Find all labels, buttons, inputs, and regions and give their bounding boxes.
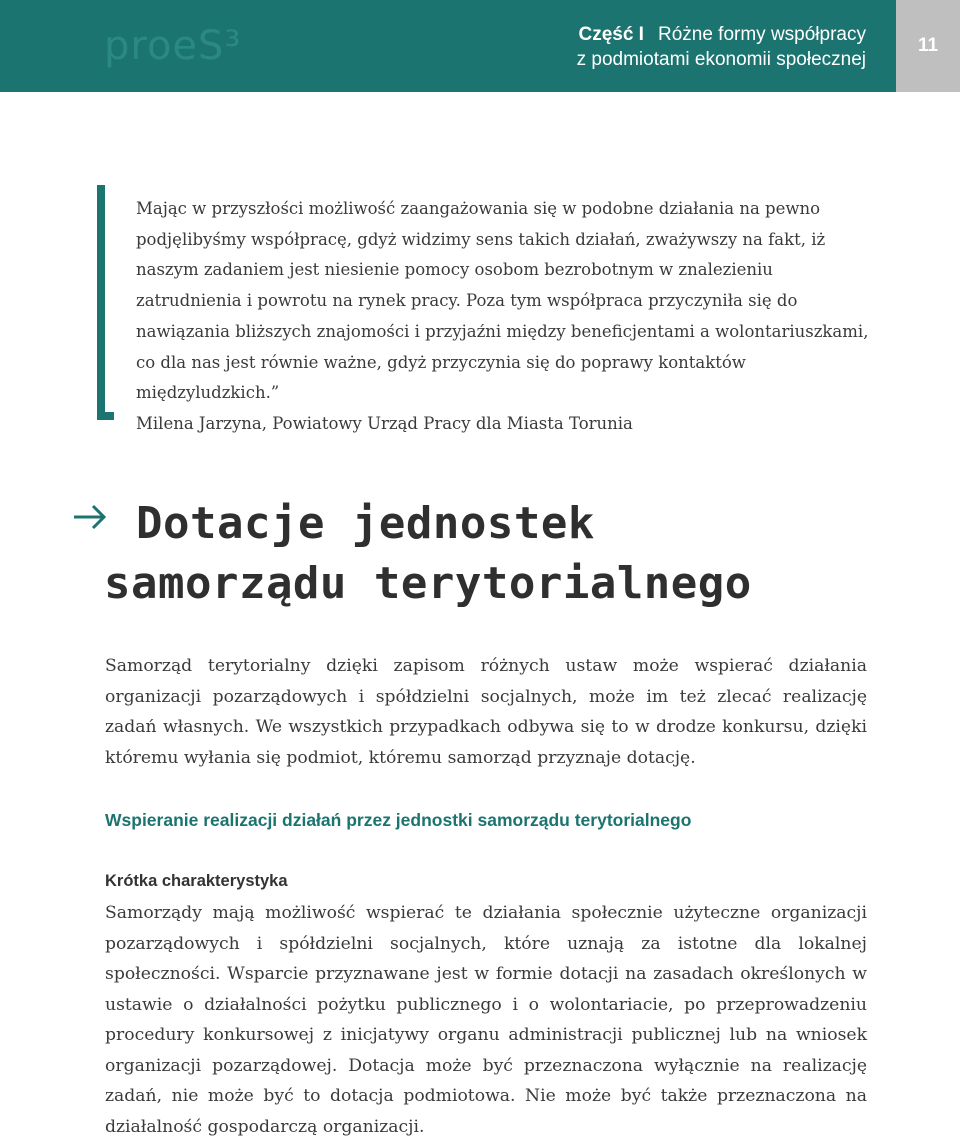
quote-bracket: [97, 185, 105, 420]
quote-text: Mając w przyszłości możliwość zaangażowania się w podobne działania na pewno podjęlibyśmy współpracę, gdyż widzimy sens takich działań, zważywszy na fakt, iż naszym zadaniem jest niesienie pomocy osobom bezrobotnym w znalezieniu zatrudnienia i powrotu na rynek pracy. Poza tym współpraca przyczyniła się do nawiązania bliższych znajomości i przyjaźni między beneficjentami a wolontariuszkami, co dla nas jest równie ważne, gdyż przyczynia się do poprawy kontaktów międzyludzkich.”: [136, 199, 869, 403]
chapter-title: [577, 22, 866, 72]
section-intro: Samorząd terytorialny dzięki zapisom różnych ustaw może wspierać działania organizacji pozarządowych i spółdzielni socjalnych, może im też zlecać realizację zadań własnych. We wszystkich przypadkach odbywa się to w drodze konkursu, dzięki któremu wyłania się podmiot, któremu samorząd przyznaje dotację.: [105, 656, 867, 768]
quote-author: Milena Jarzyna, Powiatowy Urząd Pracy dla Miasta Torunia: [136, 413, 633, 433]
page-number: 11: [896, 0, 960, 92]
testimonial-quote: [136, 194, 876, 440]
chapter-title-line1: Różne formy współpracy: [657, 24, 866, 45]
arrow-right-icon: [72, 503, 108, 531]
subsubsection-heading: Krótka charakterystyka: [105, 872, 288, 890]
section-title: Dotacje jednostek samorządu terytorialnego: [104, 498, 752, 609]
proes-logo: proeS³: [104, 23, 242, 69]
part-label: Część I: [578, 24, 644, 45]
quote-bracket-foot: [97, 412, 114, 420]
chapter-title-line2: z podmiotami ekonomii społecznej: [576, 49, 866, 70]
subsection-heading: Wspieranie realizacji działań przez jednostki samorządu terytorialnego: [105, 810, 692, 830]
section-body: Samorządy mają możliwość wspierać te działania społecznie użyteczne organizacji pozarządowych i spółdzielni socjalnych, które uznają za istotne dla lokalnej społeczności. Wsparcie przyznawane jest w formie dotacji na zasadach określonych w ustawie o działalności pożytku publicznego i o wolontariacie, po przeprowadzeniu procedury konkursowej z inicjatywy organu administracji publicznej lub na wniosek organizacji pozarządowej. Dotacja może być przeznaczona wyłącznie na realizację zadań, nie może być to dotacja podmiotowa. Nie może być także przeznaczona na działalność gospodarczą organizacji.: [105, 903, 867, 1137]
page-header: [0, 0, 896, 92]
